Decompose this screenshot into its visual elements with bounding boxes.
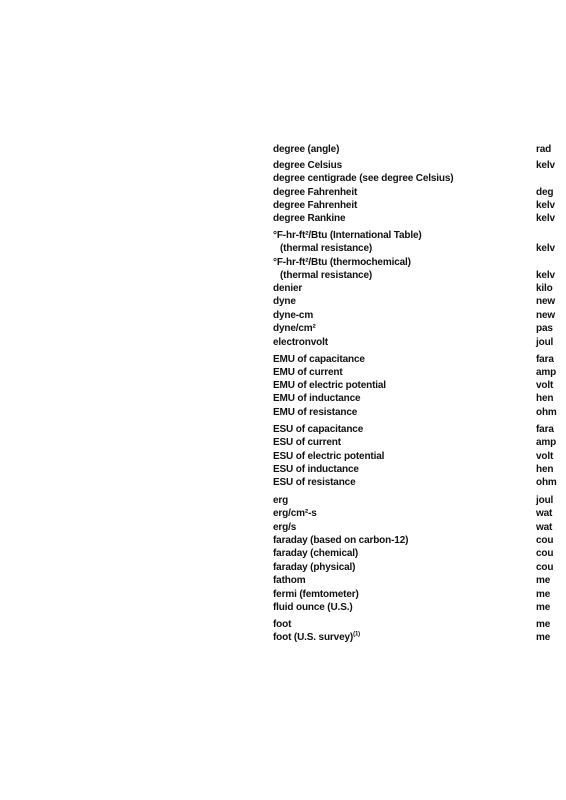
si-unit: new (536, 310, 555, 321)
si-unit: kelv (536, 243, 555, 254)
unit-name: °F-hr-ft²/Btu (International Table) (273, 230, 422, 241)
unit-name: faraday (based on carbon-12) (273, 535, 409, 546)
si-unit: ohm (536, 407, 557, 418)
table-row (0, 618, 566, 631)
unit-name: (thermal resistance) (280, 243, 373, 254)
unit-name: degree Fahrenheit (273, 187, 358, 198)
table-row (0, 379, 566, 392)
si-unit: joul (536, 495, 554, 506)
si-unit: volt (536, 380, 554, 391)
unit-name: dyne-cm (273, 310, 314, 321)
si-unit: new (536, 296, 555, 307)
unit-name: dyne/cm² (273, 323, 316, 334)
unit-name: ESU of electric potential (273, 451, 385, 462)
si-unit: deg (536, 187, 554, 198)
table-row (0, 561, 566, 574)
unit-name: ESU of capacitance (273, 424, 364, 435)
si-unit: wat (536, 508, 553, 519)
si-unit: pas (536, 323, 553, 334)
footnote-marker: (1) (353, 631, 360, 638)
table-row (0, 534, 566, 547)
si-unit: hen (536, 393, 554, 404)
unit-name: EMU of current (273, 367, 343, 378)
table-row (0, 212, 566, 225)
si-unit: cou (536, 562, 554, 573)
si-unit: cou (536, 548, 554, 559)
table-row (0, 494, 566, 507)
unit-name: dyne (273, 296, 296, 307)
unit-name: EMU of resistance (273, 407, 358, 418)
si-unit: rad (536, 144, 552, 155)
table-row (0, 282, 566, 295)
unit-name: erg/cm²-s (273, 508, 317, 519)
unit-name: fluid ounce (U.S.) (273, 602, 353, 613)
table-row (0, 406, 566, 419)
si-unit: me (536, 602, 551, 613)
table-row (0, 186, 566, 199)
table-row (0, 336, 566, 349)
table-row (0, 631, 566, 644)
table-row (0, 463, 566, 476)
unit-name: denier (273, 283, 303, 294)
table-row (0, 322, 566, 335)
table-row (0, 547, 566, 560)
table-row (0, 229, 566, 242)
unit-name: (thermal resistance) (280, 270, 373, 281)
table-row (0, 353, 566, 366)
unit-name: degree (angle) (273, 144, 340, 155)
unit-name: ESU of current (273, 437, 341, 448)
table-row (0, 269, 566, 282)
table-row (0, 366, 566, 379)
unit-name: foot (U.S. survey)$^{(1)}$ (273, 631, 360, 643)
unit-name: degree Rankine (273, 213, 346, 224)
table-row (0, 574, 566, 587)
unit-name: foot (273, 619, 292, 630)
unit-name: ESU of inductance (273, 464, 359, 475)
unit-name: fathom (273, 575, 306, 586)
si-unit: fara (536, 424, 554, 435)
unit-name: erg/s (273, 522, 297, 533)
si-unit: amp (536, 437, 557, 448)
si-unit: me (536, 575, 551, 586)
table-row (0, 601, 566, 614)
si-unit: amp (536, 367, 557, 378)
table-row (0, 476, 566, 489)
si-unit: me (536, 632, 551, 643)
table-row (0, 295, 566, 308)
table-row (0, 172, 566, 185)
unit-name: faraday (physical) (273, 562, 356, 573)
table-row (0, 450, 566, 463)
si-unit: kilo (536, 283, 553, 294)
si-unit: fara (536, 354, 554, 365)
unit-name: degree Celsius (273, 160, 343, 171)
unit-name: degree centigrade (see degree Celsius) (273, 173, 454, 184)
unit-name: °F-hr-ft²/Btu (thermochemical) (273, 257, 411, 268)
unit-name: faraday (chemical) (273, 548, 359, 559)
table-row (0, 588, 566, 601)
table-row (0, 159, 566, 172)
table-row (0, 309, 566, 322)
unit-name: EMU of electric potential (273, 380, 386, 391)
si-unit: wat (536, 522, 553, 533)
si-unit: kelv (536, 160, 555, 171)
si-unit: me (536, 589, 551, 600)
table-row (0, 392, 566, 405)
table-row (0, 256, 566, 269)
si-unit: kelv (536, 213, 555, 224)
si-unit: cou (536, 535, 554, 546)
unit-name: erg (273, 495, 289, 506)
table-row (0, 436, 566, 449)
unit-name: EMU of capacitance (273, 354, 365, 365)
table-row (0, 423, 566, 436)
table-row (0, 242, 566, 255)
unit-name: ESU of resistance (273, 477, 356, 488)
si-unit: volt (536, 451, 554, 462)
unit-name: EMU of inductance (273, 393, 361, 404)
unit-name: degree Fahrenheit (273, 200, 358, 211)
si-unit: ohm (536, 477, 557, 488)
unit-name: fermi (femtometer) (273, 589, 359, 600)
si-unit: kelv (536, 270, 555, 281)
table-row (0, 199, 566, 212)
si-unit: kelv (536, 200, 555, 211)
table-row (0, 143, 566, 156)
table-row (0, 507, 566, 520)
si-unit: me (536, 619, 551, 630)
table-row (0, 521, 566, 534)
si-unit: joul (536, 337, 554, 348)
si-unit: hen (536, 464, 554, 475)
unit-name: electronvolt (273, 337, 328, 348)
